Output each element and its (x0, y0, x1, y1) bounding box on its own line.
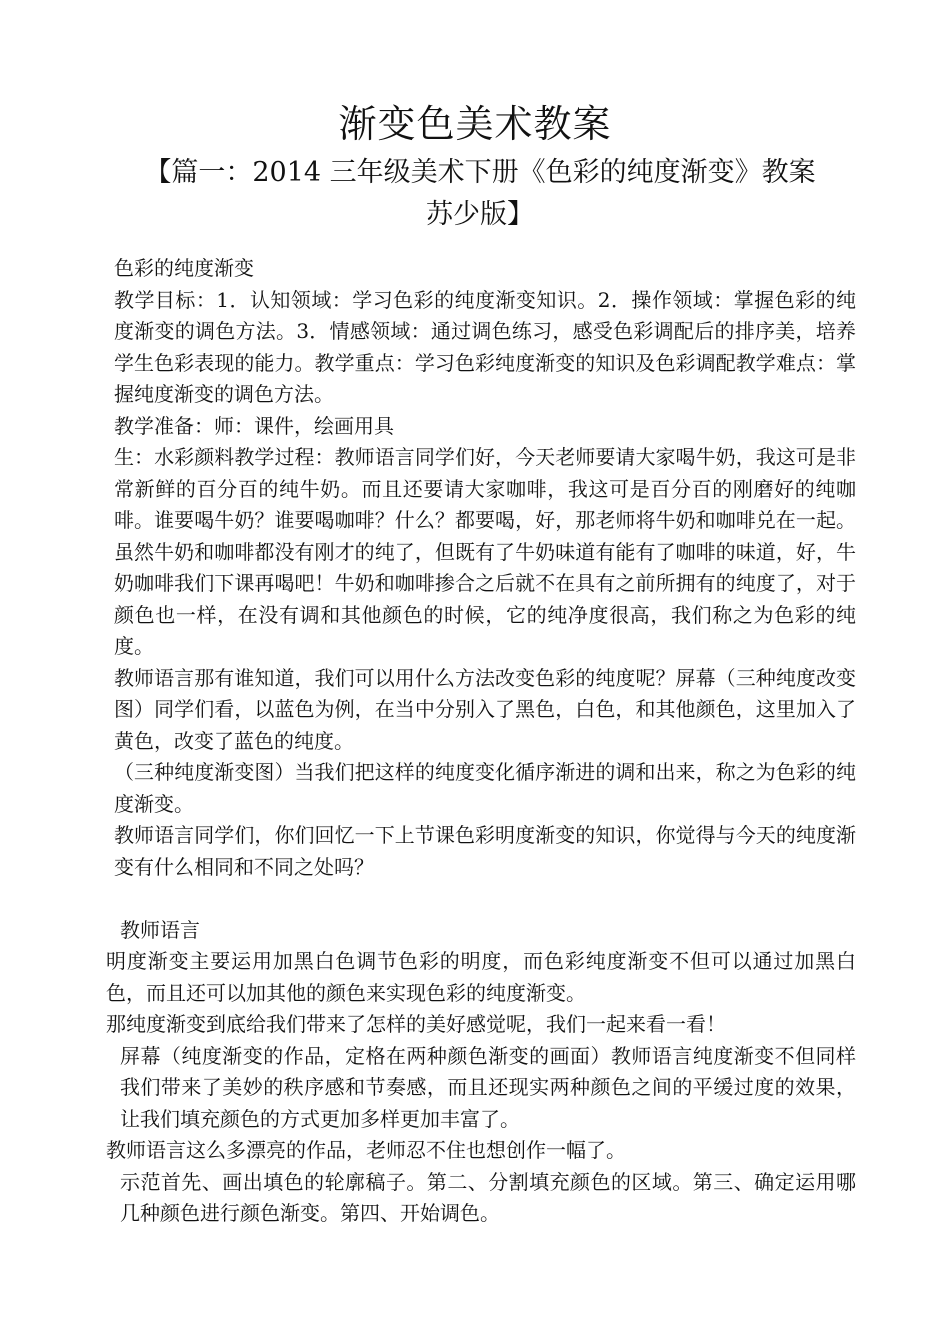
document-subtitle: 【篇一：2014 三年级美术下册《色彩的纯度渐变》教案苏少版】 (144, 157, 816, 230)
document-title: 渐变色美术教案 (338, 102, 612, 146)
document-body (106, 253, 856, 1230)
paragraph: 教师语言这么多漂亮的作品，老师忍不住也想创作一幅了。 (106, 1138, 626, 1162)
paragraph: 教师语言 (120, 917, 200, 942)
paragraph: 色彩的纯度渐变 (114, 256, 254, 280)
paragraph: 教师语言同学们，你们回忆一下上节课色彩明度渐变的知识，你觉得与今天的纯度渐变有什么相同和不同之处吗？ (114, 823, 856, 879)
paragraph: 示范首先、画出填色的轮廓稿子。第二、分割填充颜色的区域。第三、确定运用哪几种颜色进行颜色渐变。第四、开始调色。 (120, 1169, 856, 1225)
paragraph: 那纯度渐变到底给我们带来了怎样的美好感觉呢，我们一起来看一看！ (106, 1012, 726, 1036)
paragraph: 教师语言那有谁知道，我们可以用什么方法改变色彩的纯度呢？屏幕（三种纯度改变图）同学们看，以蓝色为例，在当中分别入了黑色，白色，和其他颜色，这里加入了黄色，改变了蓝色的纯度。 (114, 665, 856, 753)
paragraph: 教学准备：师：课件，绘画用具 (114, 413, 394, 438)
paragraph (106, 883, 856, 915)
paragraph: 教学目标：1．认知领域：学习色彩的纯度渐变知识。2．操作领域：掌握色彩的纯度渐变的调色方法。3．情感领域：通过调色练习，感受色彩调配后的排序美，培养学生色彩表现的能力。教学重点：学习色彩纯度渐变的知识及色彩调配教学难点：掌握纯度渐变的调色方法。 (114, 287, 856, 406)
paragraph: 明度渐变主要运用加黑白色调节色彩的明度，而色彩纯度渐变不但可以通过加黑白色，而且还可以加其他的颜色来实现色彩的纯度渐变。 (106, 949, 856, 1005)
paragraph: 生：水彩颜料教学过程：教师语言同学们好，今天老师要请大家喝牛奶，我这可是非常新鲜的百分百的纯牛奶。而且还要请大家咖啡，我这可是百分百的刚磨好的纯咖啡。谁要喝牛奶？谁要喝咖啡？什么？都要喝，好，那老师将牛奶和咖啡兑在一起。虽然牛奶和咖啡都没有刚才的纯了，但既有了牛奶味道有能有了咖啡的味道，好，牛奶咖啡我们下课再喝吧！牛奶和咖啡掺合之后就不在具有之前所拥有的纯度了，对于颜色也一样，在没有调和其他颜色的时候，它的纯净度很高，我们称之为色彩的纯度。 (114, 445, 856, 658)
paragraph: （三种纯度渐变图）当我们把这样的纯度变化循序渐进的调和出来，称之为色彩的纯度渐变。 (114, 760, 856, 816)
paragraph: 屏幕（纯度渐变的作品，定格在两种颜色渐变的画面）教师语言纯度渐变不但同样我们带来了美妙的秩序感和节奏感，而且还现实两种颜色之间的平缓过度的效果，让我们填充颜色的方式更加多样更加丰富了。 (120, 1043, 856, 1131)
